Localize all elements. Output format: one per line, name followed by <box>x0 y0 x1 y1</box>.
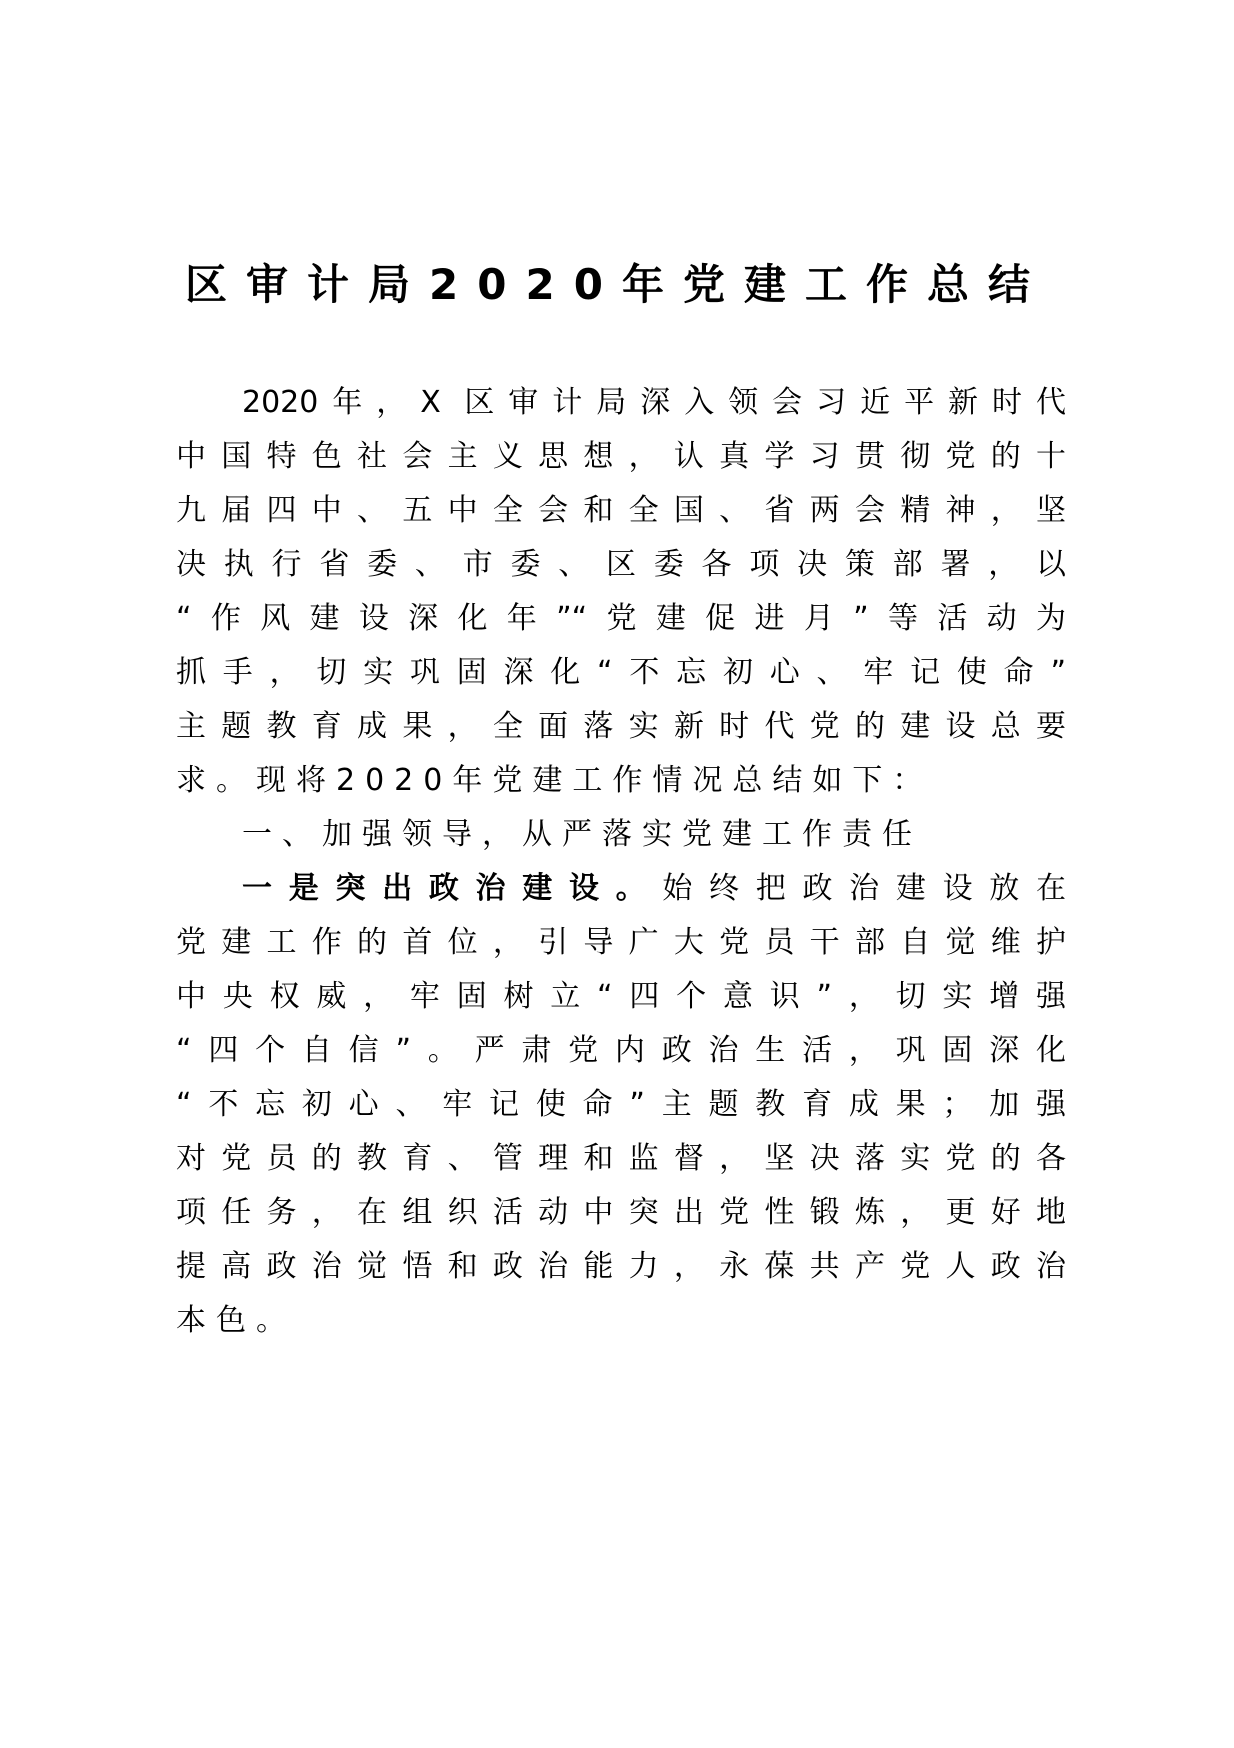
document-title: 区审计局2020年党建工作总结 <box>185 260 1049 309</box>
text-line: 九届四中、五中全会和全国、省两会精神，坚 <box>176 493 1066 528</box>
text-line: 决执行省委、市委、区委各项决策部署，以 <box>176 547 1066 582</box>
text-line: 抓手，切实巩固深化“不忘初心、牢记使命” <box>176 655 1066 690</box>
text-line: 对党员的教育、管理和监督，坚决落实党的各 <box>176 1141 1066 1176</box>
text-line: “不忘初心、牢记使命”主题教育成果；加强 <box>176 1087 1066 1122</box>
text-line: 党建工作的首位，引导广大党员干部自觉维护 <box>176 925 1066 960</box>
text-segment: 始终把政治建设放在 <box>662 871 1067 906</box>
text-line <box>176 862 1066 916</box>
text-line: “四个自信”。严肃党内政治生活，巩固深化 <box>176 1033 1066 1068</box>
text-line: 中国特色社会主义思想，认真学习贯彻党的十 <box>176 439 1066 474</box>
text-line: 本色。 <box>176 1303 296 1338</box>
text-line: 主题教育成果，全面落实新时代党的建设总要 <box>176 709 1066 744</box>
text-line: 提高政治觉悟和政治能力，永葆共产党人政治 <box>176 1249 1066 1284</box>
document-body <box>176 376 1066 1348</box>
lead-phrase: 一是突出政治建设。 <box>242 871 663 906</box>
text-line: 项任务，在组织活动中突出党性锻炼，更好地 <box>176 1195 1066 1230</box>
text-line: 中央权威，牢固树立“四个意识”，切实增强 <box>176 979 1066 1014</box>
text-line: 求。现将2020年党建工作情况总结如下： <box>176 763 933 798</box>
section-heading: 一、加强领导，从严落实党建工作责任 <box>242 817 922 852</box>
text-line: 2020年，X 区审计局深入领会习近平新时代 <box>242 385 1066 420</box>
text-line: “作风建设深化年”“党建促进月”等活动为 <box>176 601 1066 636</box>
